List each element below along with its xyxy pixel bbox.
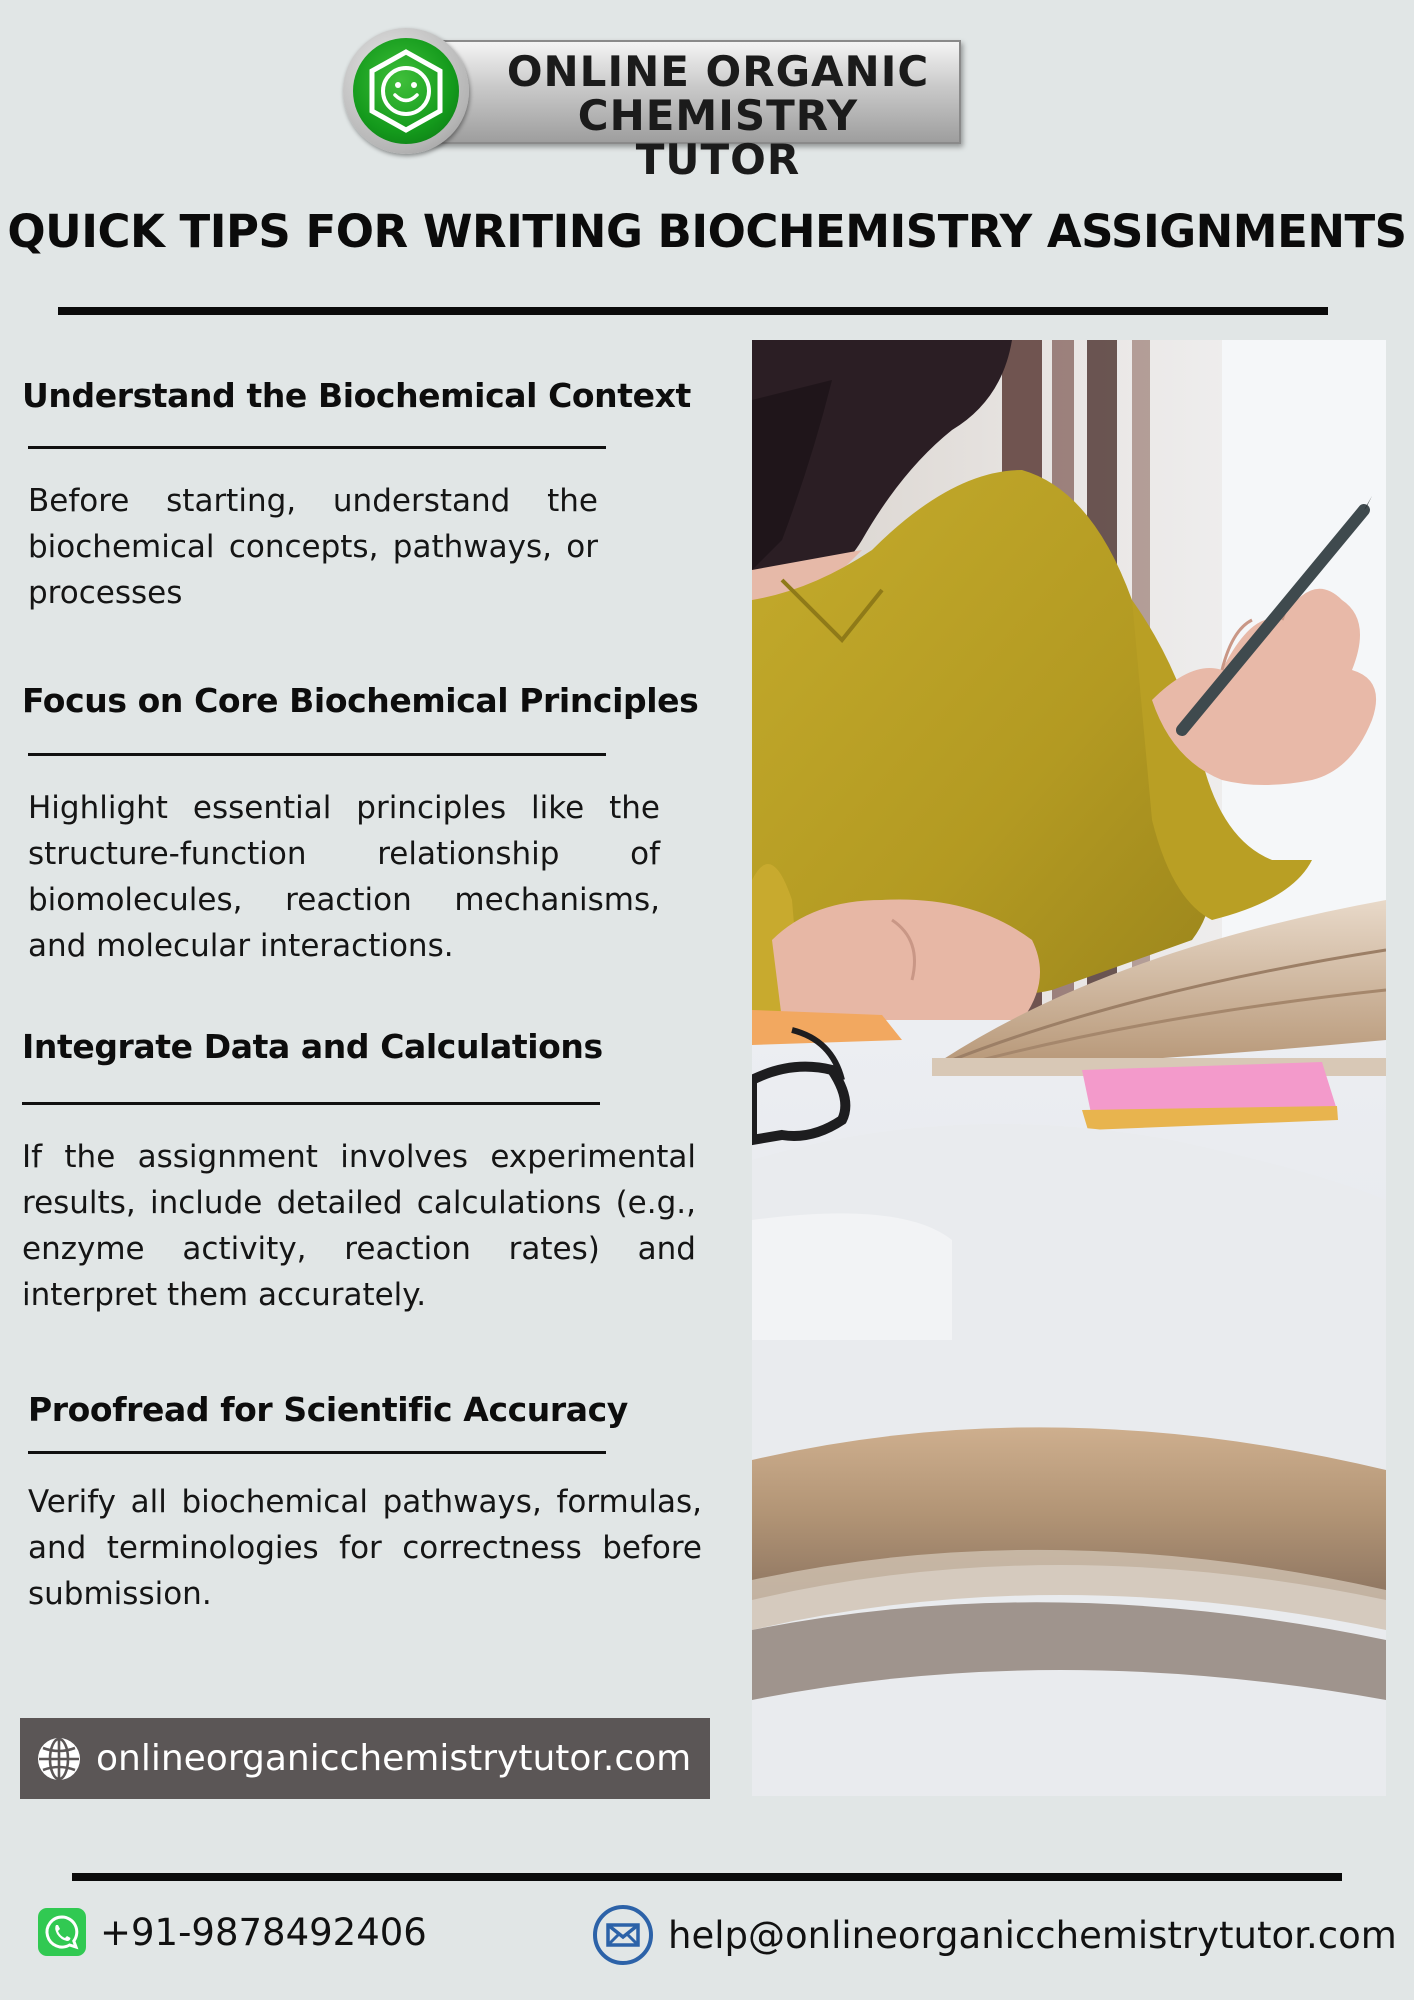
phone-number[interactable]: +91-9878492406: [100, 1910, 427, 1954]
section-body-data: If the assignment involves experimental results, include detailed calculations (e.g., enzyme activity, reaction rates) and interpret them accurately.: [22, 1139, 696, 1313]
logo-line-1: ONLINE ORGANIC: [506, 47, 930, 96]
email-contact[interactable]: [592, 1904, 1397, 1966]
section-body-principles: Highlight essential principles like the structure-function relationship of biomolecules, reaction mechanisms, and molecular interactions.: [28, 790, 660, 964]
phone-contact[interactable]: [38, 1908, 427, 1956]
footer-divider: [72, 1873, 1342, 1881]
logo-line-2: CHEMISTRY TUTOR: [577, 91, 859, 184]
section-heading-principles: Focus on Core Biochemical Principles: [22, 681, 699, 720]
website-url[interactable]: onlineorganicchemistrytutor.com: [96, 1738, 692, 1779]
section-divider: [22, 1102, 600, 1105]
section-divider: [28, 753, 606, 756]
section-heading-data: Integrate Data and Calculations: [22, 1027, 603, 1066]
student-studying-photo: [752, 340, 1386, 1796]
website-link[interactable]: [20, 1718, 710, 1799]
page-title: QUICK TIPS FOR WRITING BIOCHEMISTRY ASSIGNMENTS: [7, 205, 1407, 258]
section-body-proofread: Verify all biochemical pathways, formulas, and terminologies for correctness before submission.: [28, 1484, 702, 1612]
section-heading-context: Understand the Biochemical Context: [22, 376, 691, 415]
title-divider: [58, 307, 1328, 315]
brand-logo: [343, 28, 965, 184]
logo-text: [488, 47, 948, 184]
globe-icon: [36, 1736, 82, 1782]
email-address[interactable]: help@onlineorganicchemistrytutor.com: [668, 1913, 1397, 1957]
smiley-hexagon-icon: [353, 38, 459, 144]
mail-icon: [592, 1904, 654, 1966]
section-heading-proofread: Proofread for Scientific Accuracy: [28, 1390, 628, 1429]
section-divider: [28, 1451, 606, 1454]
section-body-context: Before starting, understand the biochemical concepts, pathways, or processes: [28, 483, 598, 611]
whatsapp-icon: [38, 1908, 86, 1956]
logo-badge: [343, 28, 469, 154]
section-divider: [28, 446, 606, 449]
